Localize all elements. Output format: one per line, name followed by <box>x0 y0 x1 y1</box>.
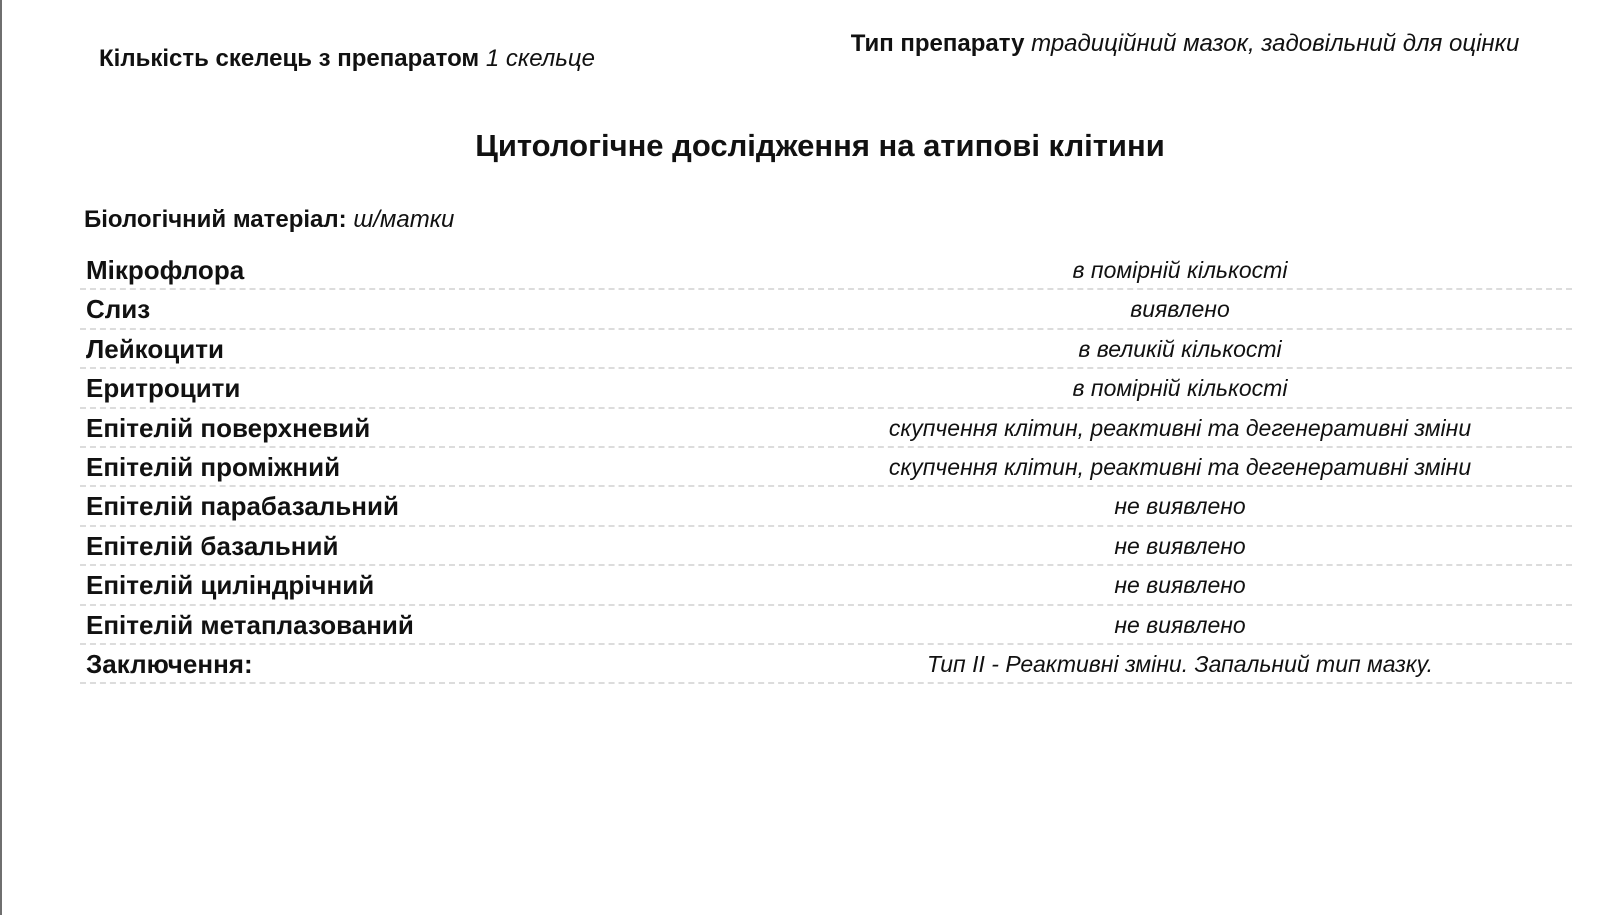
preparation-type-value: традиційний мазок, задовільний для оцінки <box>1031 30 1520 57</box>
result-row-superficial-epithelium <box>80 409 1572 448</box>
results-table <box>80 251 1572 684</box>
result-label: Епітелій парабазальний <box>86 491 399 522</box>
biological-material-value: ш/матки <box>353 206 455 233</box>
result-label: Епітелій поверхневий <box>86 412 371 443</box>
result-label: Епітелій базальний <box>86 530 339 561</box>
result-row-parabasal-epithelium <box>80 487 1572 526</box>
result-row-intermediate-epithelium <box>80 448 1572 487</box>
result-row-conclusion <box>80 645 1572 684</box>
result-value: не виявлено <box>1114 611 1246 638</box>
result-value: скупчення клітин, реактивні та дегенеративні зміни <box>888 414 1472 441</box>
result-value: в великій кількості <box>1078 335 1282 362</box>
result-row-leukocytes <box>80 330 1572 369</box>
result-value: не виявлено <box>1114 532 1246 559</box>
result-label: Мікрофлора <box>86 255 245 285</box>
result-label: Епітелій циліндрічний <box>86 570 375 601</box>
page-title: Цитологічне дослідження на атипові клітини <box>475 128 1165 163</box>
result-value: не виявлено <box>1114 572 1246 599</box>
result-label: Еритроцити <box>86 373 241 404</box>
result-value: не виявлено <box>1114 493 1246 520</box>
result-value: скупчення клітин, реактивні та дегенеративні зміни <box>888 453 1472 480</box>
result-row-cylindrical-epithelium <box>80 566 1572 605</box>
slides-count <box>99 44 595 74</box>
conclusion-value: Тип II - Реактивні зміни. Запальний тип мазку. <box>926 650 1433 677</box>
result-label: Епітелій метаплазований <box>86 609 414 640</box>
preparation-type-label: Тип препарату <box>850 30 1025 57</box>
result-label: Лейкоцити <box>86 333 224 364</box>
preparation-type <box>840 29 1530 59</box>
result-value: в помірній кількості <box>1072 375 1288 402</box>
slides-count-value: 1 скельце <box>485 45 595 72</box>
biological-material-label: Біологічний матеріал: <box>84 206 347 233</box>
result-row-erythrocytes <box>80 369 1572 408</box>
result-value: в помірній кількості <box>1072 257 1288 283</box>
conclusion-label: Заключення: <box>86 648 253 679</box>
result-row-basal-epithelium <box>80 527 1572 566</box>
biological-material <box>84 205 454 235</box>
result-row-mucus <box>80 290 1572 329</box>
result-label: Епітелій проміжний <box>86 451 341 482</box>
result-value: виявлено <box>1130 296 1230 323</box>
slides-count-label: Кількість скелець з препаратом <box>99 45 480 72</box>
result-row-metaplastic-epithelium <box>80 606 1572 645</box>
result-row-microflora <box>80 251 1572 290</box>
result-label: Слиз <box>86 294 151 325</box>
